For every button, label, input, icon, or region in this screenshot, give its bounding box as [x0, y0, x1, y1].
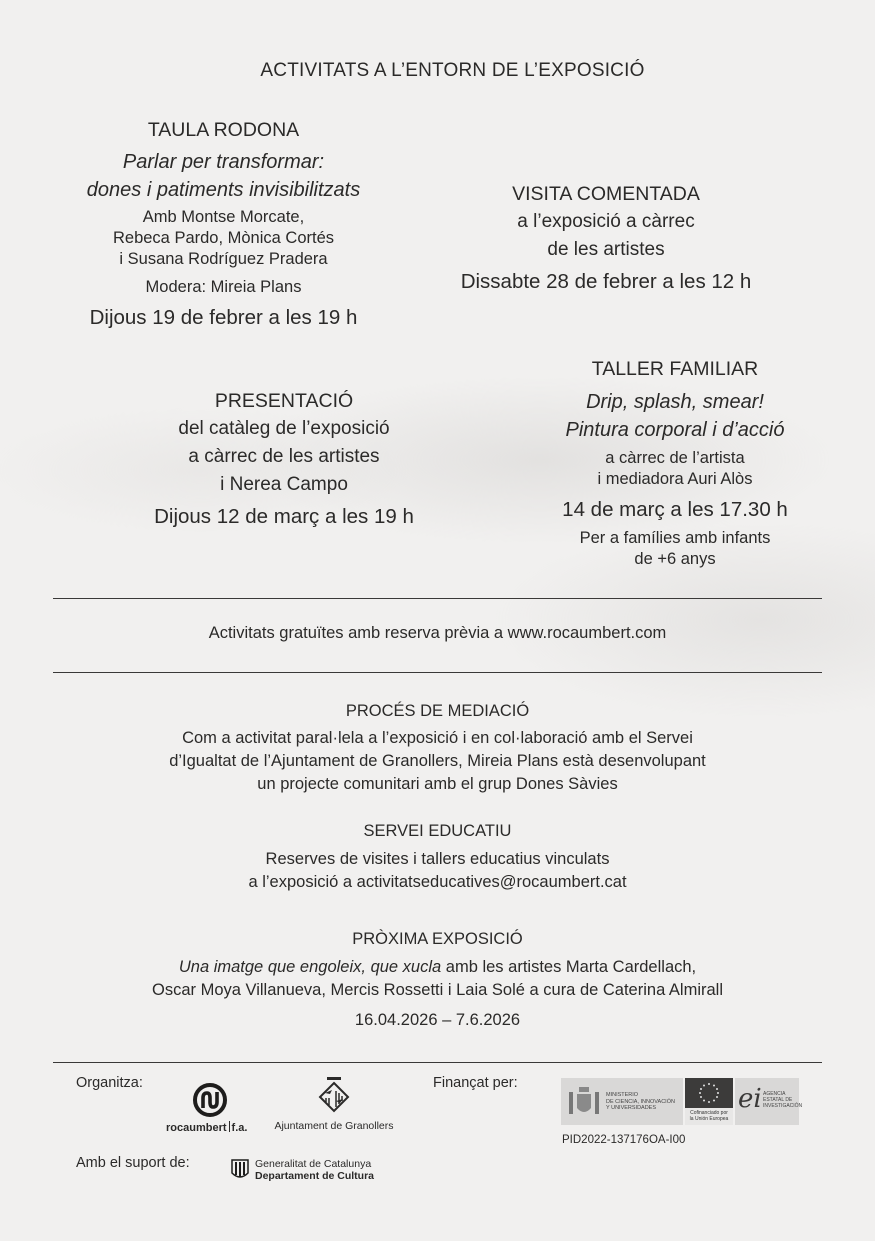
activity-title: VISITA COMENTADA — [512, 183, 700, 205]
section-body: a l’exposició a activitatseducatives@rocaumbert.cat — [248, 873, 627, 891]
activity-participants: Rebeca Pardo, Mònica Cortés — [112, 229, 335, 247]
section-servei-educatiu — [0, 820, 875, 894]
section-proces-mediacio — [0, 700, 875, 796]
activity-date: 14 de març a les 17.30 h — [562, 498, 788, 521]
activity-subtitle: Parlar per transformar: — [122, 151, 325, 173]
funder-text: MINISTERIO — [606, 1092, 639, 1098]
activity-subtitle: Drip, splash, smear! — [586, 391, 764, 413]
activity-description: del catàleg de l’exposició — [178, 418, 390, 439]
activity-date: Dijous 19 de febrer a les 19 h — [89, 306, 358, 329]
activity-visita-comentada — [430, 180, 782, 294]
page-title: ACTIVITATS A L’ENTORN DE L’EXPOSICIÓ — [260, 60, 645, 81]
activity-description: de les artistes — [547, 239, 665, 260]
section-proxima-exposicio — [0, 928, 875, 1032]
section-title: PROCÉS DE MEDIACIÓ — [345, 702, 530, 720]
activity-participants: i Susana Rodríguez Pradera — [119, 250, 328, 268]
activity-date: Dissabte 28 de febrer a les 12 h — [460, 270, 752, 293]
activity-description: a càrrec de l’artista — [605, 449, 745, 467]
funder-aei — [735, 1078, 803, 1125]
exhibition-title: Una imatge que engoleix, que xucla — [178, 958, 442, 976]
section-body-text: amb les artistes Marta Cardellach, — [441, 958, 697, 976]
activity-title: TALLER FAMILIAR — [591, 358, 759, 380]
divider — [53, 672, 822, 673]
activity-presentacio — [110, 387, 458, 529]
divider — [53, 1062, 822, 1063]
activity-taula-rodona — [40, 118, 407, 330]
suport-label: Amb el suport de: — [76, 1155, 190, 1171]
section-body: Oscar Moya Villanueva, Mercis Rossetti i Laia Solé a cura de Caterina Almirall — [151, 981, 724, 999]
section-title: SERVEI EDUCATIU — [363, 822, 512, 840]
activity-subtitle: dones i patiments invisibilitzats — [86, 179, 361, 201]
section-body: d’Igualtat de l’Ajuntament de Granollers, Mireia Plans està desenvolupant — [169, 752, 706, 770]
granollers-coat-of-arms-icon — [316, 1075, 352, 1115]
supporter-department: Departament de Cultura — [255, 1170, 375, 1182]
activity-description: a càrrec de les artistes — [188, 446, 380, 467]
activity-description: i Nerea Campo — [220, 474, 348, 495]
funder-text: INVESTIGACIÓN — [763, 1103, 803, 1109]
activity-taller-familiar — [510, 356, 840, 570]
funder-text: Cofinanciado por — [690, 1110, 728, 1116]
generalitat-logo-icon — [231, 1159, 249, 1181]
activity-audience: de +6 anys — [634, 550, 716, 568]
funder-ministerio — [561, 1078, 683, 1125]
funder-text: ESTATAL DE — [763, 1097, 793, 1103]
spain-coat-of-arms-icon — [567, 1084, 601, 1120]
organizer-name: Ajuntament de Granollers — [274, 1120, 394, 1132]
funder-text: AGENCIA — [763, 1091, 786, 1097]
activity-moderator: Modera: Mireia Plans — [145, 278, 302, 296]
activity-title: PRESENTACIÓ — [214, 390, 354, 412]
section-body: un projecte comunitari amb el grup Dones Sàvies — [257, 775, 618, 793]
rocaumbert-logo-icon — [190, 1082, 230, 1118]
organitza-label: Organitza: — [76, 1075, 143, 1091]
supporter-name: Generalitat de Catalunya — [255, 1158, 372, 1170]
organizer-name-suffix: f.a. — [231, 1122, 248, 1134]
activity-date: Dijous 12 de març a les 19 h — [154, 505, 414, 528]
organizer-rocaumbert — [160, 1082, 260, 1136]
funder-text: DE CIENCIA, INNOVACIÓN — [606, 1098, 675, 1105]
project-code: PID2022-137176OA-I00 — [562, 1134, 686, 1146]
reservation-note: Activitats gratuïtes amb reserva prèvia a www.rocaumbert.com — [208, 624, 667, 642]
funder-text: Y UNIVERSIDADES — [606, 1105, 657, 1111]
supporter-generalitat — [231, 1158, 411, 1184]
organizer-name-main: rocaumbert — [166, 1122, 227, 1134]
funder-text: la Unión Europea — [689, 1116, 729, 1122]
exhibition-dates: 16.04.2026 – 7.6.2026 — [354, 1011, 521, 1029]
activity-subtitle: Pintura corporal i d’acció — [565, 419, 785, 441]
activity-description: i mediadora Auri Alòs — [597, 470, 753, 488]
activity-participants: Amb Montse Morcate, — [142, 208, 305, 226]
funder-eu — [685, 1078, 733, 1125]
section-body: Reserves de visites i tallers educatius vinculats — [265, 850, 610, 868]
divider — [53, 598, 822, 599]
section-body: Com a activitat paral·lela a l’exposició i en col·laboració amb el Servei — [182, 729, 693, 747]
section-title: PRÒXIMA EXPOSICIÓ — [352, 930, 523, 948]
organizer-granollers — [266, 1075, 402, 1135]
financat-label: Finançat per: — [433, 1075, 518, 1091]
aei-logo-icon: ei — [738, 1084, 762, 1114]
organizer-name — [166, 1121, 247, 1134]
activity-description: a l’exposició a càrrec — [517, 211, 695, 232]
eu-flag-icon — [685, 1078, 733, 1108]
activity-audience: Per a famílies amb infants — [579, 529, 771, 547]
section-body — [0, 956, 875, 979]
activity-title: TAULA RODONA — [147, 119, 300, 141]
